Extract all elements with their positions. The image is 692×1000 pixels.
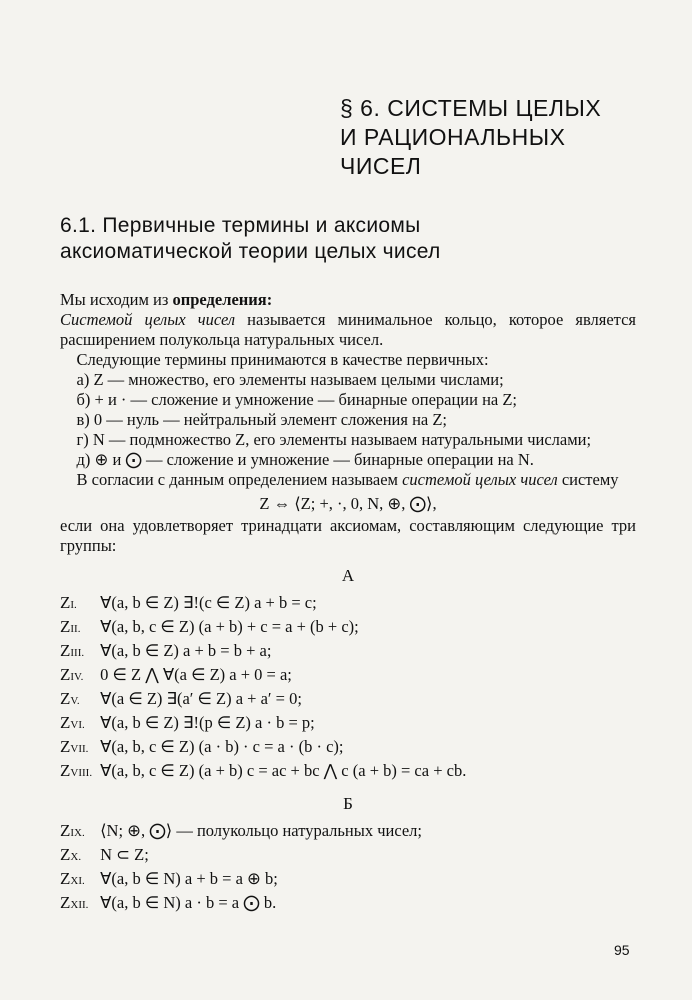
system-intro — [60, 470, 636, 490]
system-suffix: систему — [557, 470, 619, 489]
axiom-label: ZI. — [60, 593, 77, 612]
definition-term: Системой целых чисел — [60, 310, 236, 329]
definition-text: называется минимальное кольцо, которое является расширением полукольца натуральных чисел. — [60, 310, 636, 349]
axiom — [60, 820, 636, 844]
axiom-label: ZXII. — [60, 893, 89, 912]
axiom — [60, 868, 636, 892]
system-after: если она удовлетворяет тринадцати аксиомам, составляющим следующие три группы: — [60, 516, 636, 555]
page-number: 95 — [614, 942, 630, 958]
axiom — [60, 844, 636, 868]
axiom-text: ∀(a, b ∈ N) a · b = a ⨀ b. — [96, 893, 277, 912]
axiom-text: 0 ∈ Z ⋀ ∀(a ∈ Z) a + 0 = a; — [96, 665, 292, 684]
axiom-label: ZX. — [60, 845, 82, 864]
axiom — [60, 892, 636, 916]
terms-intro — [60, 350, 636, 370]
axiom — [60, 760, 636, 784]
intro-lead-text: Мы исходим из — [60, 290, 173, 309]
axiom-label: ZVII. — [60, 737, 89, 756]
axiom-text: ∀(a, b ∈ Z) ∃!(c ∈ Z) a + b = c; — [96, 593, 317, 612]
axiom-label: ZIV. — [60, 665, 84, 684]
body-text — [60, 290, 636, 916]
axiom — [60, 616, 636, 640]
axiom — [60, 664, 636, 688]
term-item: г) N — подмножество Z, его элементы называем натуральными числами; — [76, 430, 592, 449]
terms-list — [60, 370, 636, 470]
section-title — [60, 213, 640, 265]
chapter-title-line: И РАЦИОНАЛЬНЫХ — [340, 124, 566, 150]
axiom-label: ZIII. — [60, 641, 85, 660]
chapter-title-line: § 6. СИСТЕМЫ ЦЕЛЫХ — [340, 95, 602, 121]
axiom-text: ∀(a, b, c ∈ Z) (a + b) c = ac + bc ⋀ c (a + b) = ca + cb. — [96, 761, 467, 780]
axiom-label: ZXI. — [60, 869, 85, 888]
term-item: б) + и · — сложение и умножение — бинарные операции на Z; — [76, 390, 518, 409]
system-italic: системой целых чисел — [402, 470, 558, 489]
axiom-label: ZII. — [60, 617, 81, 636]
axiom-label: ZVI. — [60, 713, 85, 732]
axiom-text: ∀(a, b, c ∈ Z) (a · b) · c = a · (b · c); — [96, 737, 344, 756]
term-item: а) Z — множество, его элементы называем целыми числами; — [76, 370, 504, 389]
group-b-heading: Б — [343, 794, 353, 813]
group-a-heading: А — [341, 566, 355, 585]
axiom-text: N ⊂ Z; — [96, 845, 149, 864]
axiom — [60, 712, 636, 736]
system-formula: Z ⇔ ⟨Z; +, ·, 0, N, ⊕, ⨀⟩, — [259, 494, 437, 513]
terms-intro-text: Следующие термины принимаются в качестве первичных: — [76, 350, 489, 369]
intro-lead-bold: определения: — [172, 290, 273, 309]
chapter-title — [340, 94, 640, 181]
intro-lead — [60, 290, 636, 310]
axiom-label: ZV. — [60, 689, 80, 708]
axiom-text: ∀(a, b ∈ N) a + b = a ⊕ b; — [96, 869, 278, 888]
axiom-text: ∀(a, b ∈ Z) a + b = b + a; — [96, 641, 272, 660]
axiom-label: ZVIII. — [60, 761, 93, 780]
axiom — [60, 592, 636, 616]
axiom — [60, 736, 636, 760]
axiom-text: ∀(a, b ∈ Z) ∃!(p ∈ Z) a · b = p; — [96, 713, 315, 732]
axiom-text: ⟨N; ⊕, ⨀⟩ — полукольцо натуральных чисел; — [96, 821, 423, 840]
axiom — [60, 688, 636, 712]
axiom-text: ∀(a ∈ Z) ∃(a′ ∈ Z) a + a′ = 0; — [96, 689, 302, 708]
axiom — [60, 640, 636, 664]
definition — [60, 310, 636, 350]
system-prefix: В согласии с данным определением называем — [76, 470, 403, 489]
group-a-axioms — [60, 592, 636, 784]
axiom-text: ∀(a, b, c ∈ Z) (a + b) + c = a + (b + c); — [96, 617, 359, 636]
term-item: в) 0 — нуль — нейтральный элемент сложения на Z; — [76, 410, 448, 429]
section-title-line: 6.1. Первичные термины и аксиомы — [60, 214, 421, 237]
chapter-title-line: ЧИСЕЛ — [340, 153, 422, 179]
section-title-line: аксиоматической теории целых чисел — [60, 240, 441, 263]
axiom-label: ZIX. — [60, 821, 85, 840]
term-item: д) ⊕ и ⨀ — сложение и умножение — бинарные операции на N. — [76, 450, 534, 469]
group-b-axioms — [60, 820, 636, 916]
